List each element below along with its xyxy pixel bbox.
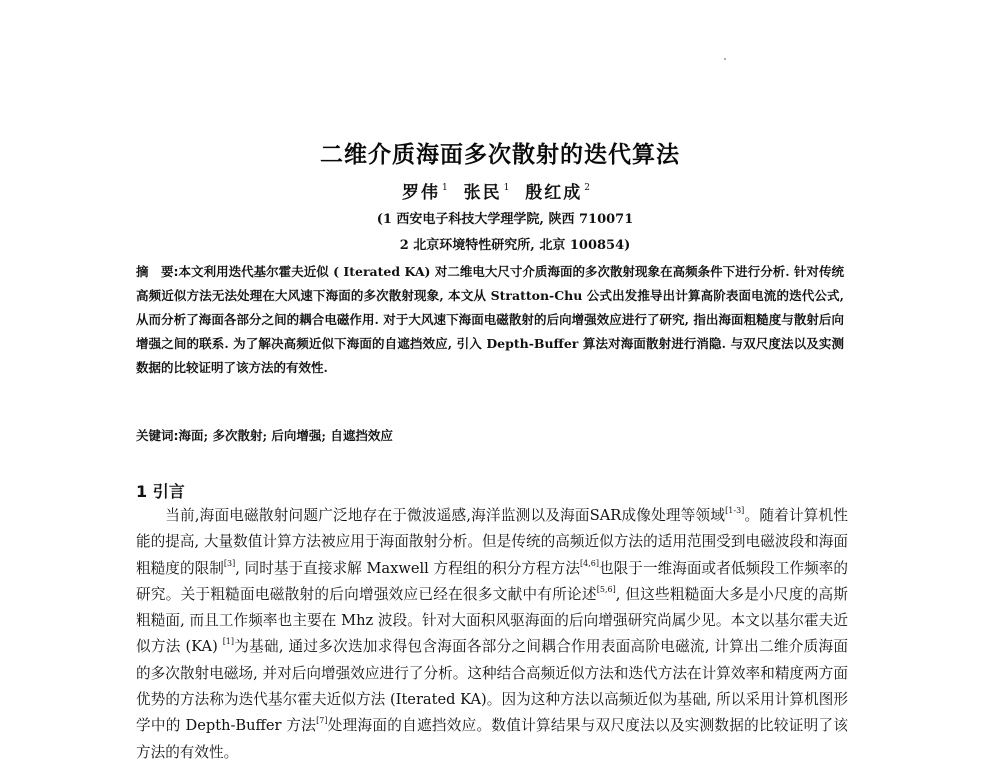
author-name: 罗伟 bbox=[401, 183, 440, 203]
citation-ref: [3] bbox=[223, 558, 236, 568]
citation-ref: [5,6] bbox=[596, 584, 616, 594]
abstract bbox=[136, 260, 844, 380]
scan-speck bbox=[724, 58, 726, 60]
paragraph-text: 。随着计算机性能的提高, 大量数值计算方法被应用于海面散射分析。但是传统的高频近似方法的适用范围受到电磁波段和海面粗糙度的限制 bbox=[136, 507, 848, 577]
citation-ref: [7] bbox=[316, 716, 328, 726]
paragraph-text: , 但这些粗糙面大多是小尺度的高斯粗糙面, 而且工作频率也主要在 Mhz 波段。针对大面积风驱海面的后向增强研究尚属少见。本文以基尔霍夫近似方法 (KA) bbox=[136, 585, 848, 656]
citation-ref: [4,6] bbox=[579, 558, 599, 568]
abstract-label: 摘 要: bbox=[136, 264, 179, 279]
keywords-label: 关键词: bbox=[136, 428, 179, 443]
paragraph-text: , 同时基于直接求解 Maxwell 方程组的积分方程方法 bbox=[235, 559, 580, 577]
abstract-text: 本文利用迭代基尔霍夫近似 ( Iterated KA) 对二维电大尺寸介质海面的多次散射现象在高频条件下进行分析. 针对传统高频近似方法无法处理在大风速下海面的多次散射现象, 本文从 Stratton-Chu 公式出发推导出计算高阶表面电流的迭代公式, 从而分析了海面各部分之间的耦合电磁作用. 对于大风速下海面电磁散射的后向增强效应进行了研究, 指出海面粗糙度与散射后向增强之间的联系. 为了解决高频近似下海面的自遮挡效应, 引入 Depth-Buffer 算法对海面散射进行消隐. 与双尺度法以及实测数据的比较证明了该方法的有效性. bbox=[136, 264, 844, 375]
section-heading-introduction: 1 引言 bbox=[136, 482, 185, 501]
paragraph-text: 也限于一维海面或者低频段工作频率的研究。关于粗糙面电磁散射的后向增强效应已经在很多文献中有所论述 bbox=[136, 559, 848, 603]
citation-ref: [1-3] bbox=[725, 506, 745, 515]
affiliation-2: 2 北京环境特性研究所, 北京 100854) bbox=[399, 238, 631, 253]
author-list bbox=[0, 178, 1000, 203]
author-affiliation-mark: 1 bbox=[441, 183, 450, 193]
paragraph-text: 处理海面的自遮挡效应。数值计算结果与双尺度法以及实测数据的比较证明了该方法的有效性。 bbox=[136, 717, 848, 760]
author-affiliation-mark: 2 bbox=[584, 183, 593, 193]
introduction-paragraph bbox=[136, 503, 848, 760]
paper-title: 二维介质海面多次散射的迭代算法 bbox=[320, 142, 680, 168]
citation-ref: [1] bbox=[222, 637, 235, 647]
author-name: 殷红成 bbox=[525, 183, 583, 203]
affiliation-1: (1 西安电子科技大学理学院, 陕西 710071 bbox=[376, 212, 634, 227]
keywords-text: 海面; 多次散射; 后向增强; 自遮挡效应 bbox=[178, 428, 393, 443]
paragraph-text: 为基础, 通过多次迭加求得包含海面各部分之间耦合作用表面高阶电磁流, 计算出二维介质海面的多次散射电磁场, 并对后向增强效应进行了分析。这种结合高频近似方法和迭代方法在计算效率和精度两方面优势的方法称为迭代基尔霍夫近似方法 (Iterated KA)。因为这种方法以高频近似为基础, 所以采用计算机图形学中的 Depth-Buffer 方法 bbox=[136, 638, 848, 735]
paragraph-text: 当前,海面电磁散射问题广泛地存在于微波遥感,海洋监测以及海面SAR成像处理等领域 bbox=[165, 507, 726, 524]
author-name: 张民 bbox=[463, 183, 502, 203]
author-affiliation-mark: 1 bbox=[503, 183, 512, 193]
keywords bbox=[136, 426, 844, 444]
